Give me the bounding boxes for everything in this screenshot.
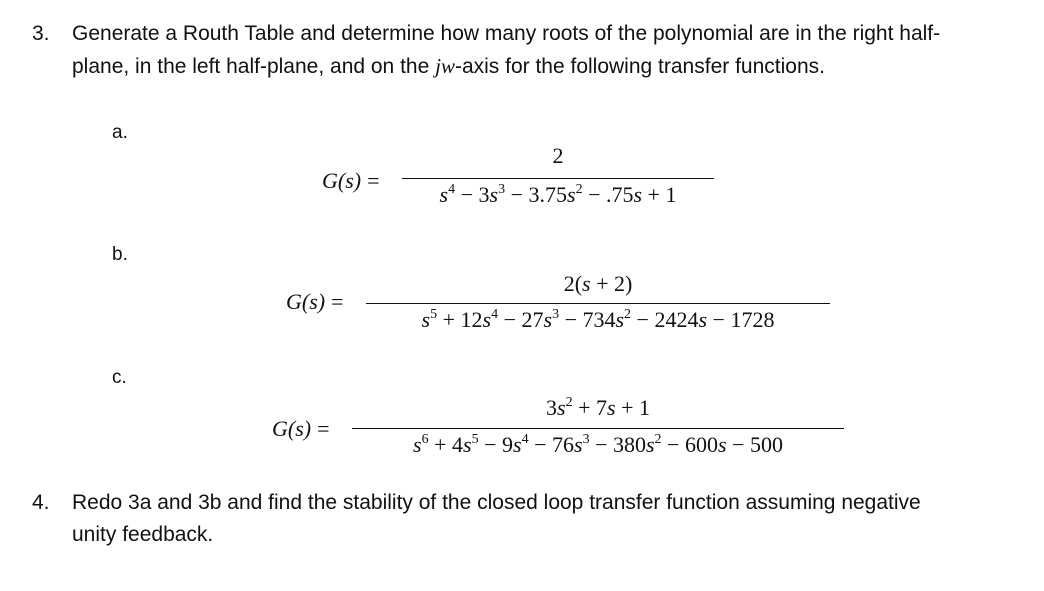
variable-s: s xyxy=(717,432,727,457)
term-text: − 1728 xyxy=(707,307,775,332)
transfer-function-name: G(s) xyxy=(272,416,312,441)
variable-s: s xyxy=(645,432,655,457)
term-text: − 500 xyxy=(726,432,783,457)
variable-s: s xyxy=(463,432,472,457)
variable-s: s xyxy=(698,307,708,332)
variable-s: s xyxy=(413,432,422,457)
term-text: + 1 xyxy=(642,182,677,207)
question-text xyxy=(72,18,940,83)
transfer-function-name: G(s) xyxy=(322,168,362,193)
numerator-c xyxy=(352,395,844,421)
term-text: − 2424 xyxy=(631,307,699,332)
numerator-b-end: + 2) xyxy=(590,271,633,296)
variable-s: s xyxy=(567,182,576,207)
exponent: 4 xyxy=(521,432,529,447)
term-text: − 3 xyxy=(455,182,490,207)
exponent: 3 xyxy=(582,432,590,447)
exponent: 2 xyxy=(565,395,573,410)
question-number: 4. xyxy=(32,491,50,514)
equation-a-lhs xyxy=(322,168,380,194)
question-line-2-end: -axis for the following transfer functions. xyxy=(454,55,825,78)
exponent: 2 xyxy=(575,182,583,197)
question-line-1: Generate a Routh Table and determine how many roots of the polynomial are in the right half- xyxy=(72,22,941,45)
variable-s: s xyxy=(633,182,643,207)
variable-s: s xyxy=(615,307,625,332)
variable-s: s xyxy=(574,432,583,457)
part-a-label: a. xyxy=(112,122,128,143)
equals-sign: = xyxy=(367,168,380,193)
fraction-bar-b xyxy=(366,303,830,304)
question-number: 3. xyxy=(32,22,50,45)
variable-s: s xyxy=(421,307,431,332)
numerator-b xyxy=(366,271,830,297)
term-text: − .75 xyxy=(582,182,634,207)
exponent: 4 xyxy=(448,182,456,197)
numerator-b-variable: s xyxy=(582,271,591,296)
denominator-c xyxy=(352,432,844,458)
fraction-b xyxy=(366,271,830,335)
term-text: − 76 xyxy=(528,432,574,457)
exponent: 6 xyxy=(421,432,429,447)
exponent: 3 xyxy=(552,307,560,322)
numerator-b-start: 2( xyxy=(563,271,583,296)
exponent: 2 xyxy=(624,307,632,322)
exponent: 4 xyxy=(491,307,499,322)
question-line-2-start: plane, in the left half-plane, and on the xyxy=(72,55,436,78)
term-text: − 600 xyxy=(661,432,718,457)
variable-s: s xyxy=(489,182,499,207)
fraction-bar-c xyxy=(352,428,844,429)
term-text: − 27 xyxy=(498,307,544,332)
variable-s: s xyxy=(607,395,616,420)
fraction-c xyxy=(352,395,844,459)
transfer-function-name: G(s) xyxy=(286,289,326,314)
term-text: + 1 xyxy=(615,395,650,420)
part-c-label: c. xyxy=(112,367,127,388)
term-text: − 734 xyxy=(559,307,616,332)
term-text: + 7 xyxy=(572,395,607,420)
exponent: 2 xyxy=(654,432,662,447)
question-line-2: unity feedback. xyxy=(72,523,214,546)
variable-s: s xyxy=(557,395,566,420)
variable-s: s xyxy=(543,307,553,332)
equation-c-lhs xyxy=(272,416,330,442)
term-text: − 3.75 xyxy=(505,182,567,207)
denominator-b xyxy=(366,307,830,333)
question-text xyxy=(72,487,921,551)
term-text: − 380 xyxy=(589,432,646,457)
question-line-2 xyxy=(72,50,940,83)
denominator-a xyxy=(402,182,714,208)
variable-s: s xyxy=(482,307,492,332)
equation-b-lhs xyxy=(286,289,344,315)
term-text: 3 xyxy=(546,395,558,420)
fraction-a xyxy=(402,143,714,207)
variable-s: s xyxy=(513,432,522,457)
term-text: + 4 xyxy=(428,432,464,457)
fraction-bar-a xyxy=(402,178,714,179)
exponent: 3 xyxy=(498,182,506,197)
term-text: + 12 xyxy=(437,307,483,332)
equals-sign: = xyxy=(317,416,330,441)
question-line-1: Redo 3a and 3b and find the stability of the closed loop transfer function assuming negative xyxy=(72,491,921,514)
equals-sign: = xyxy=(331,289,344,314)
variable-s: s xyxy=(439,182,449,207)
jw-symbol: jw xyxy=(435,54,455,78)
exponent: 5 xyxy=(471,432,479,447)
term-text: − 9 xyxy=(478,432,514,457)
part-b-label: b. xyxy=(112,244,128,265)
numerator-a: 2 xyxy=(552,143,564,168)
exponent: 5 xyxy=(430,307,438,322)
